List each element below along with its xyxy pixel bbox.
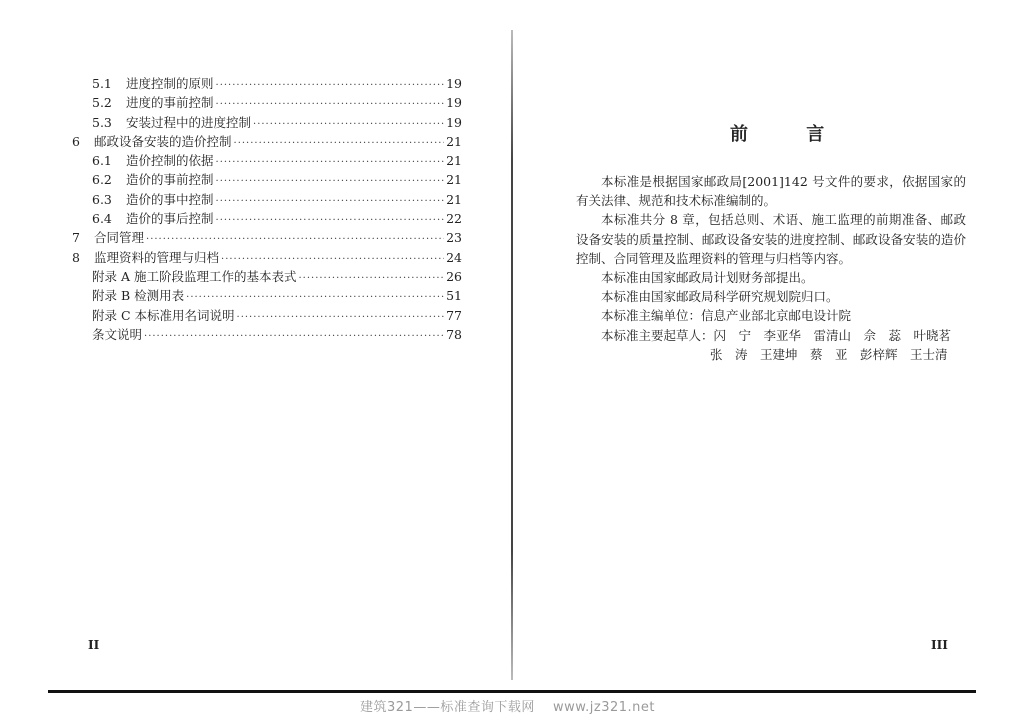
toc-entry	[72, 132, 462, 151]
toc-entry-title: 造价的事前控制	[126, 172, 214, 188]
toc-entry-number: 5.3	[92, 114, 112, 130]
site-watermark: 建筑321——标准查询下载网 www.jz321.net	[360, 700, 655, 715]
toc-dot-leader	[234, 134, 444, 153]
toc-entry-page: 26	[446, 268, 462, 284]
drafters-line-2: 张 涛 王建坤 蔡 亚 彭梓辉 王士清	[710, 346, 948, 362]
toc-dot-leader	[216, 153, 444, 172]
toc-entry-number: 7	[72, 230, 80, 246]
toc-entry-number: 6.1	[92, 153, 112, 169]
toc-entry	[72, 306, 462, 325]
toc-entry-page: 19	[446, 76, 462, 91]
toc-entry-page: 19	[446, 114, 462, 130]
toc-entry-title: 安装过程中的进度控制	[126, 114, 252, 130]
toc-entry-page: 19	[446, 95, 462, 111]
toc-entry-page: 21	[446, 153, 462, 169]
toc-entry-title: 进度的事前控制	[126, 95, 214, 111]
toc-dot-leader	[253, 115, 444, 134]
toc-entry-page: 24	[446, 249, 462, 265]
toc-entry-title: 合同管理	[94, 230, 145, 246]
toc-dot-leader	[144, 327, 444, 346]
toc-entry-number: 6	[72, 133, 80, 149]
toc-entry-title: 邮政设备安装的造价控制	[94, 133, 232, 149]
toc-entry-page: 21	[446, 191, 462, 207]
foreword-paragraph: 本标准主编单位：信息产业部北京邮电设计院	[601, 308, 852, 324]
page-number-right: III	[931, 638, 948, 652]
foreword-title: 前 言	[730, 124, 851, 145]
toc-entry-page: 21	[446, 172, 462, 188]
toc-entry	[72, 93, 462, 112]
foreword-paragraph: 本标准是根据国家邮政局[2001]142 号文件的要求，依据国家的有关法律、规范和技术标准编制的。	[576, 174, 966, 209]
toc-entry-number: 5.2	[92, 95, 112, 111]
toc-entry	[72, 248, 462, 267]
drafters-line-1: 本标准主要起草人：闪 宁 李亚华 雷清山 佘 蕊 叶晓茗	[601, 327, 952, 343]
book-spine	[511, 30, 513, 680]
toc-dot-leader	[216, 211, 444, 230]
toc-entry-number: 5.1	[92, 76, 112, 91]
toc-dot-leader	[216, 192, 444, 211]
toc-entry-page: 22	[446, 211, 462, 227]
toc-entry	[72, 170, 462, 189]
page-number-left: II	[88, 638, 100, 652]
toc-entry-number: 6.2	[92, 172, 112, 188]
foreword-paragraph: 本标准共分 8 章，包括总则、术语、施工监理的前期准备、邮政设备安装的质量控制、邮政设备安装的进度控制、邮政设备安装的造价控制、合同管理及监理资料的管理与归档等内容。	[576, 212, 966, 266]
toc-dot-leader	[237, 308, 444, 327]
toc-entry	[72, 209, 462, 228]
toc-entry-page: 77	[446, 307, 462, 323]
toc-entry-number: 6.4	[92, 211, 112, 227]
toc-entry-number: 6.3	[92, 191, 112, 207]
bottom-rule	[48, 690, 976, 693]
toc-entry-page: 21	[446, 133, 462, 149]
foreword-body	[576, 172, 966, 364]
toc-entry	[72, 74, 462, 93]
toc-entry-page: 23	[446, 230, 462, 246]
toc-entry-title: 造价的事后控制	[126, 211, 214, 227]
toc-entry	[72, 113, 462, 132]
toc-entry	[72, 267, 462, 286]
toc-entry	[72, 190, 462, 209]
toc-entry	[72, 228, 462, 247]
toc-entry-title: 进度控制的原则	[126, 76, 214, 91]
foreword-paragraph: 本标准由国家邮政局计划财务部提出。	[601, 270, 814, 286]
toc-entry	[72, 151, 462, 170]
toc-entry	[72, 286, 462, 305]
toc-entry-title: 附录 A 施工阶段监理工作的基本表式	[92, 268, 297, 284]
toc-entry-page: 78	[446, 326, 462, 342]
toc-entry-title: 条文说明	[92, 326, 143, 342]
foreword-paragraph: 本标准由国家邮政局科学研究规划院归口。	[601, 289, 839, 305]
toc-dot-leader	[216, 172, 444, 191]
toc-entry-title: 附录 C 本标准用名词说明	[92, 307, 235, 323]
toc-entry-number: 8	[72, 249, 80, 265]
toc-entry-title: 造价的事中控制	[126, 191, 214, 207]
right-page	[514, 0, 1024, 724]
toc-dot-leader	[216, 76, 444, 95]
toc-entry-title: 监理资料的管理与归档	[94, 249, 220, 265]
table-of-contents	[72, 74, 462, 344]
toc-dot-leader	[298, 269, 444, 288]
toc-entry	[72, 325, 462, 344]
toc-entry-page: 51	[446, 288, 462, 304]
toc-entry-title: 造价控制的依据	[126, 153, 214, 169]
toc-entry-title: 附录 B 检测用表	[92, 288, 185, 304]
